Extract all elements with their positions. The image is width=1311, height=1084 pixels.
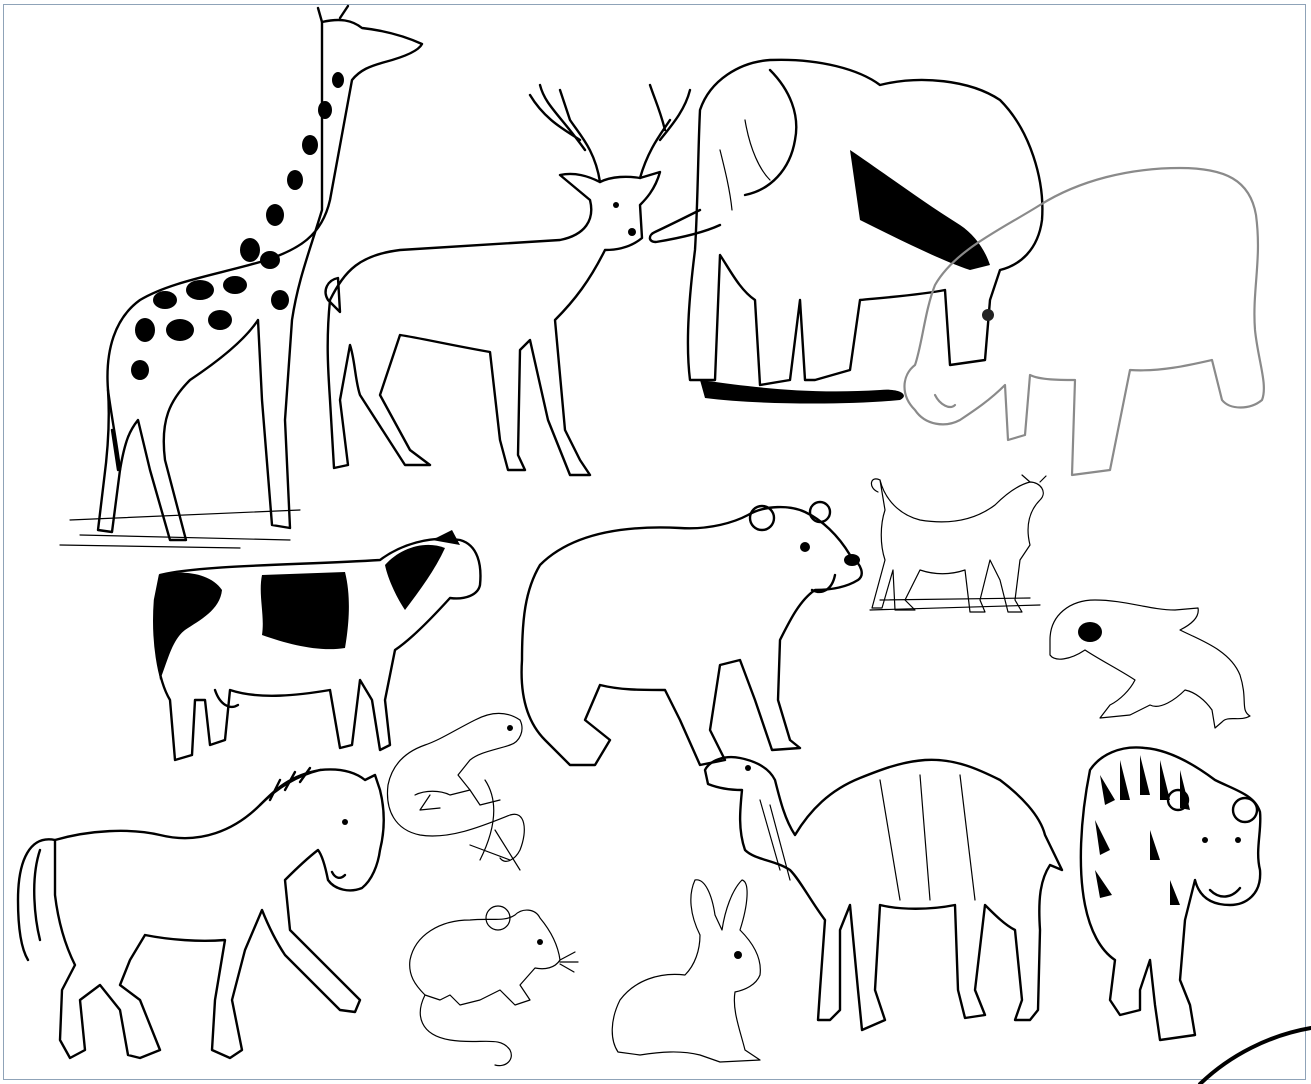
- giraffe-icon: [60, 6, 422, 548]
- horse-icon: [18, 768, 384, 1058]
- deer-icon: [326, 85, 690, 475]
- iguana-icon: [387, 713, 524, 870]
- frog-icon: [1050, 600, 1250, 728]
- bear-icon: [522, 502, 862, 765]
- camel-icon: [705, 757, 1062, 1030]
- rabbit-icon: [612, 880, 760, 1062]
- mouse-icon: [410, 906, 578, 1066]
- corner-arc: [1200, 1028, 1311, 1084]
- cow-icon: [154, 530, 480, 760]
- hippo-icon: [904, 168, 1263, 475]
- dog-icon: [870, 475, 1046, 612]
- elephant-icon: [650, 60, 1043, 404]
- tiger-icon: [1081, 747, 1261, 1040]
